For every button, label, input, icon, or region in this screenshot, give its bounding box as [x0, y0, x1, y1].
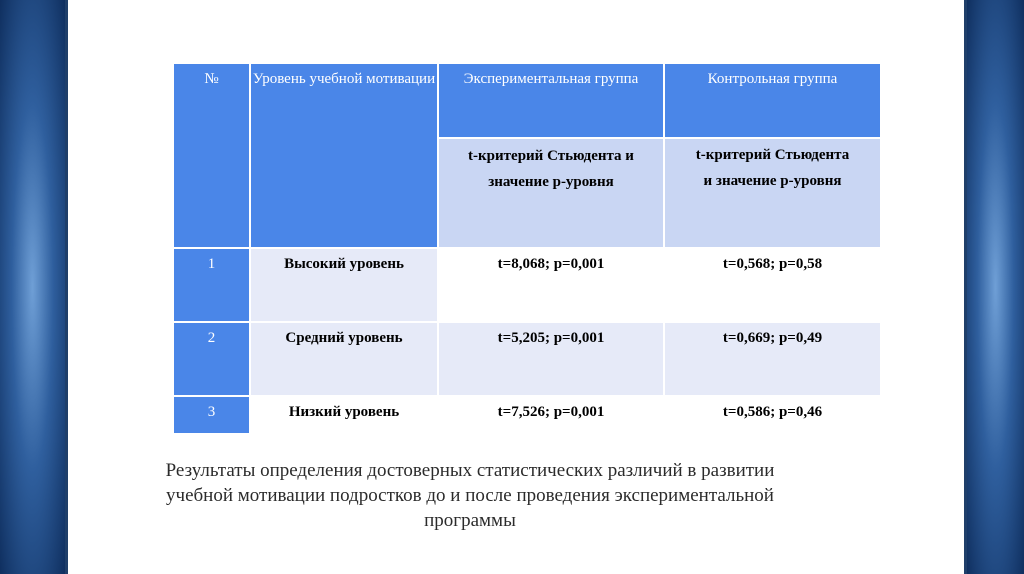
table-row	[173, 396, 881, 434]
header-experimental: Экспериментальная группа	[438, 63, 664, 138]
header-control: Контрольная группа	[664, 63, 881, 138]
left-background-panel	[0, 0, 65, 574]
row-experimental: t=8,068; р=0,001	[438, 248, 664, 322]
row-level: Средний уровень	[250, 322, 438, 396]
row-num: 2	[173, 322, 250, 396]
subheader-control: t-критерий Стьюдента и значение р-уровня	[664, 138, 881, 248]
table-row	[173, 322, 881, 396]
row-num: 1	[173, 248, 250, 322]
row-level: Низкий уровень	[250, 396, 438, 434]
right-background-panel	[967, 0, 1024, 574]
header-level: Уровень учебной мотивации	[250, 63, 438, 248]
table-row	[173, 248, 881, 322]
table-header-row	[173, 63, 881, 138]
table-caption: Результаты определения достоверных статистических различий в развитии учебной мотивации подростков до и после проведения экспериментальной программы	[165, 460, 775, 531]
results-table	[172, 62, 882, 435]
header-num: №	[173, 63, 250, 248]
row-control: t=0,586; р=0,46	[664, 396, 881, 434]
right-slide-edge	[964, 0, 967, 574]
row-level: Высокий уровень	[250, 248, 438, 322]
subheader-experimental: t-критерий Стьюдента и значение р-уровня	[438, 138, 664, 248]
row-experimental: t=7,526; р=0,001	[438, 396, 664, 434]
row-control: t=0,568; р=0,58	[664, 248, 881, 322]
row-experimental: t=5,205; р=0,001	[438, 322, 664, 396]
row-control: t=0,669; р=0,49	[664, 322, 881, 396]
row-num: 3	[173, 396, 250, 434]
